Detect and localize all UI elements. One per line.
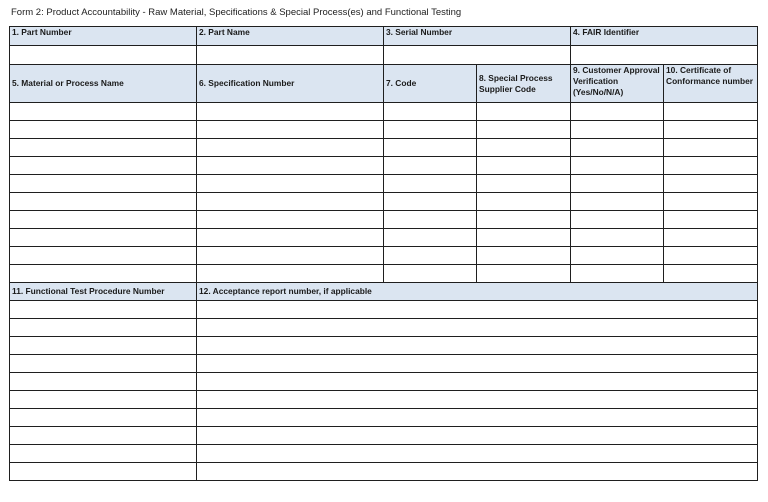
material-row-cell[interactable] [477,247,571,265]
material-row-cell[interactable] [571,229,664,247]
form-title: Form 2: Product Accountability - Raw Material, Specifications & Special Process(es) and Functional Testing [11,7,462,18]
certificate-header: 10. Certificate of Conformance number [664,65,758,103]
material-row-cell[interactable] [197,193,384,211]
material-row-cell[interactable] [197,229,384,247]
material-row-cell[interactable] [10,157,197,175]
serial-number-field[interactable] [384,46,571,65]
material-row-cell[interactable] [384,121,477,139]
test-row-cell[interactable] [197,337,758,355]
fair-identifier-field[interactable] [571,46,758,65]
material-row-cell[interactable] [664,103,758,121]
material-row-cell[interactable] [664,175,758,193]
material-row-cell[interactable] [571,247,664,265]
material-row-cell[interactable] [664,193,758,211]
material-row-cell[interactable] [10,139,197,157]
material-row-cell[interactable] [571,121,664,139]
test-row-cell[interactable] [197,427,758,445]
material-row-cell[interactable] [477,211,571,229]
material-row-cell[interactable] [384,247,477,265]
test-row-cell[interactable] [10,391,197,409]
test-row-cell[interactable] [10,463,197,481]
material-row-cell[interactable] [477,193,571,211]
part-number-field[interactable] [10,46,197,65]
test-row-cell[interactable] [10,373,197,391]
material-row-cell[interactable] [477,103,571,121]
test-row-cell[interactable] [197,319,758,337]
part-name-field[interactable] [197,46,384,65]
material-row-cell[interactable] [571,175,664,193]
material-row-cell[interactable] [384,265,477,283]
material-row-cell[interactable] [664,265,758,283]
test-row-cell[interactable] [10,445,197,463]
acceptance-report-header: 12. Acceptance report number, if applicable [197,283,758,301]
material-row-cell[interactable] [571,157,664,175]
material-row-cell[interactable] [664,157,758,175]
code-header: 7. Code [384,65,477,103]
test-row-cell[interactable] [197,463,758,481]
test-row-cell[interactable] [10,301,197,319]
customer-approval-header: 9. Customer Approval Verification (Yes/No/N/A) [571,65,664,103]
material-row-cell[interactable] [10,247,197,265]
material-row-cell[interactable] [10,229,197,247]
test-row-cell[interactable] [197,301,758,319]
spec-number-header: 6. Specification Number [197,65,384,103]
material-row-cell[interactable] [384,193,477,211]
material-row-cell[interactable] [384,211,477,229]
material-row-cell[interactable] [477,121,571,139]
test-row-cell[interactable] [10,337,197,355]
test-row-cell[interactable] [10,409,197,427]
part-name-header: 2. Part Name [197,27,384,46]
accountability-form-table [9,26,758,481]
material-row-cell[interactable] [664,121,758,139]
test-row-cell[interactable] [10,319,197,337]
material-row-cell[interactable] [197,139,384,157]
material-row-cell[interactable] [384,229,477,247]
fair-identifier-header: 4. FAIR Identifier [571,27,758,46]
part-number-header: 1. Part Number [10,27,197,46]
test-row-cell[interactable] [197,373,758,391]
material-row-cell[interactable] [10,121,197,139]
material-row-cell[interactable] [664,211,758,229]
material-row-cell[interactable] [477,265,571,283]
material-row-cell[interactable] [384,175,477,193]
material-row-cell[interactable] [10,193,197,211]
material-row-cell[interactable] [10,265,197,283]
material-row-cell[interactable] [571,103,664,121]
test-row-cell[interactable] [197,391,758,409]
material-row-cell[interactable] [477,139,571,157]
material-row-cell[interactable] [571,139,664,157]
functional-test-header: 11. Functional Test Procedure Number [10,283,197,301]
material-row-cell[interactable] [197,121,384,139]
material-row-cell[interactable] [384,103,477,121]
material-row-cell[interactable] [197,103,384,121]
material-row-cell[interactable] [197,175,384,193]
test-row-cell[interactable] [10,427,197,445]
material-row-cell[interactable] [384,157,477,175]
material-row-cell[interactable] [477,157,571,175]
material-name-header: 5. Material or Process Name [10,65,197,103]
material-row-cell[interactable] [197,265,384,283]
test-row-cell[interactable] [197,409,758,427]
material-row-cell[interactable] [664,247,758,265]
test-row-cell[interactable] [197,445,758,463]
material-row-cell[interactable] [477,229,571,247]
material-row-cell[interactable] [10,175,197,193]
material-row-cell[interactable] [197,157,384,175]
material-row-cell[interactable] [571,193,664,211]
test-row-cell[interactable] [10,355,197,373]
material-row-cell[interactable] [10,103,197,121]
material-row-cell[interactable] [664,229,758,247]
material-row-cell[interactable] [197,247,384,265]
test-row-cell[interactable] [197,355,758,373]
serial-number-header: 3. Serial Number [384,27,571,46]
material-row-cell[interactable] [197,211,384,229]
material-row-cell[interactable] [10,211,197,229]
material-row-cell[interactable] [664,139,758,157]
material-row-cell[interactable] [477,175,571,193]
material-row-cell[interactable] [571,265,664,283]
material-row-cell[interactable] [384,139,477,157]
material-row-cell[interactable] [571,211,664,229]
supplier-code-header: 8. Special Process Supplier Code [477,65,571,103]
